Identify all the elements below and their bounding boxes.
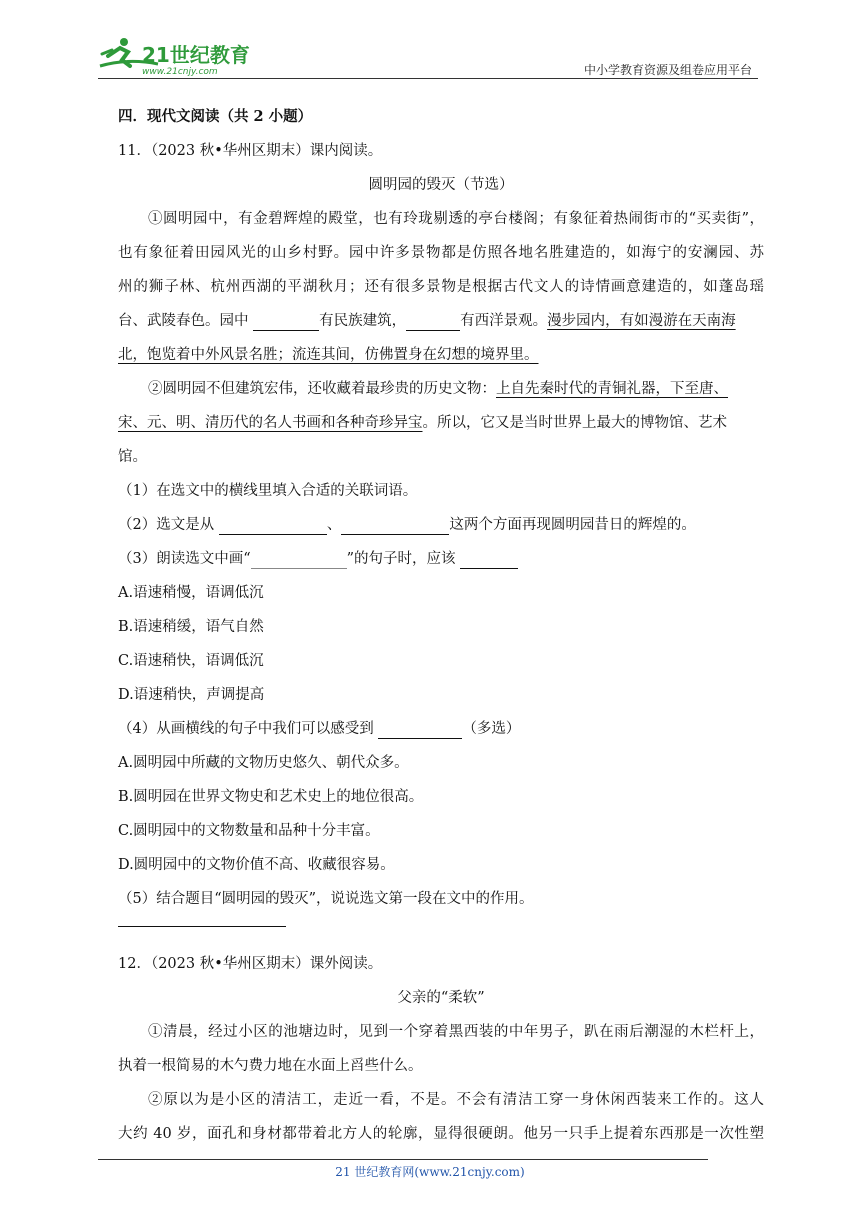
fill-blank-1[interactable] [253,310,319,331]
q12-p2-line1: ②原以为是小区的清洁工，走近一看，不是。不会有清洁工穿一身休闲西装来工作的。这人 [148,1092,764,1108]
q11-p1-line4 [118,304,764,338]
answer-blank-sub4[interactable] [378,718,462,739]
answer-line-sub5[interactable] [118,926,286,927]
section-title: 四．现代文阅读（共 2 小题） [118,108,313,125]
answer-blank-sub2-a[interactable] [219,514,327,535]
q11-sub5: （5）结合题目“圆明园的毁灭”，说说选文第一段在文中的作用。 [118,891,534,907]
q11-p2-line3: 馆。 [118,449,147,465]
q11-sub3-option-c: C.语速稍快，语调低沉 [118,653,264,669]
q11-sub3-option-b: B.语速稍缓，语气自然 [118,619,264,635]
q11-sub1: （1）在选文中的横线里填入合适的关联词语。 [118,483,418,499]
q11-sub4 [118,712,764,746]
fill-blank-2[interactable] [406,310,460,331]
footer-divider [98,1159,708,1160]
q11-p1-line4-part2: 有民族建筑， [319,313,407,329]
q11-sub3-option-d: D.语速稍快，声调提高 [118,687,265,703]
q11-p1-underlined-2: 北，饱览着中外风景名胜；流连其间，仿佛置身在幻想的境界里。 [118,347,539,363]
q11-p1-line1: ①圆明园中，有金碧辉煌的殿堂，也有玲珑剔透的亭台楼阁；有象征着热闹街市的“买卖街”， [148,211,764,227]
q11-p1-line2: 也有象征着田园风光的山乡村野。园中许多景物都是仿照各地名胜建造的，如海宁的安澜园、苏 [118,245,764,261]
q12-p1-line1: ①清晨，经过小区的池塘边时，见到一个穿着黑西装的中年男子，趴在雨后潮湿的木栏杆上， [148,1024,764,1040]
q11-sub4-option-d: D.圆明园中的文物价值不高、收藏很容易。 [118,857,395,873]
q12-p2-line2: 大约 40 岁，面孔和身材都带着北方人的轮廓，显得很硬朗。他另一只手上提着东西那是一次性塑 [118,1126,764,1142]
q11-p2-line1 [118,372,764,406]
q11-p2-line2-part2: 。所以，它又是当时世界上最大的博物馆、艺术 [422,415,727,431]
q12-stem: 12．（2023 秋•华州区期末）课外阅读。 [118,956,383,972]
logo [98,36,258,76]
q11-sub4-option-a: A.圆明园中所藏的文物历史悠久、朝代众多。 [118,755,409,771]
q11-sub3-option-a: A.语速稍慢，语调低沉 [118,585,264,601]
q11-sub2 [118,508,764,542]
q11-sub4-option-b: B.圆明园在世界文物史和艺术史上的地位很高。 [118,789,424,805]
q11-title: 圆明园的毁灭（节选） [368,177,514,193]
q11-sub2-part2: 、 [326,517,342,533]
q11-p2-underlined-1: 上自先秦时代的青铜礼器，下至唐、 [496,381,728,397]
q11-p2-line2 [118,406,764,440]
q11-sub4-part1: （4）从画横线的句子中我们可以感受到 [118,721,379,737]
footer-text[interactable]: 21 世纪教育网(www.21cnjy.com) [335,1165,525,1179]
q11-p1-line3: 州的狮子林、杭州西湖的平湖秋月；还有很多景物是根据古代文人的诗情画意建造的，如蓬岛瑶 [118,279,764,295]
q11-sub4-option-c: C.圆明园中的文物数量和品种十分丰富。 [118,823,380,839]
q11-p1-line4-part1: 台、武陵春色。园中 [118,313,254,329]
q11-p1-line5 [118,338,764,372]
q11-sub3 [118,542,764,576]
q12-p1-line2: 执着一根简易的木勺费力地在水面上舀些什么。 [118,1058,423,1074]
answer-blank-sub2-b[interactable] [341,514,449,535]
q11-sub3-part2: ”的句子时，应该 [346,551,461,567]
q11-p1-line4-part3: 有西洋景观。 [460,313,548,329]
q11-p2-underlined-2: 宋、元、明、清历代的名人书画和各种奇珍异宝 [118,415,423,431]
q11-stem: 11．（2023 秋•华州区期末）课内阅读。 [118,143,383,159]
q11-sub4-part2: （多选） [462,721,521,737]
header-divider [98,78,758,79]
q11-sub3-part1: （3）朗读选文中画“ [118,551,251,567]
svg-text:www.21cnjy.com: www.21cnjy.com [142,67,218,76]
q11-sub2-part1: （2）选文是从 [118,517,219,533]
q11-p2-line1-part1: ②圆明园不但建筑宏伟，还收藏着最珍贵的历史文物： [148,381,496,397]
q11-p1-underlined-1: 漫步园内，有如漫游在天南海 [547,313,736,329]
document-body [118,100,764,1151]
q11-sub2-part3: 这两个方面再现圆明园昔日的辉煌的。 [449,517,696,533]
svg-text:21世纪教育: 21世纪教育 [142,43,250,67]
page-header [98,30,758,78]
answer-blank-sub3[interactable] [460,548,518,569]
underline-sample [251,548,347,569]
q12-title: 父亲的“柔软” [397,990,485,1006]
header-platform-text: 中小学教育资源及组卷应用平台 [583,63,752,77]
